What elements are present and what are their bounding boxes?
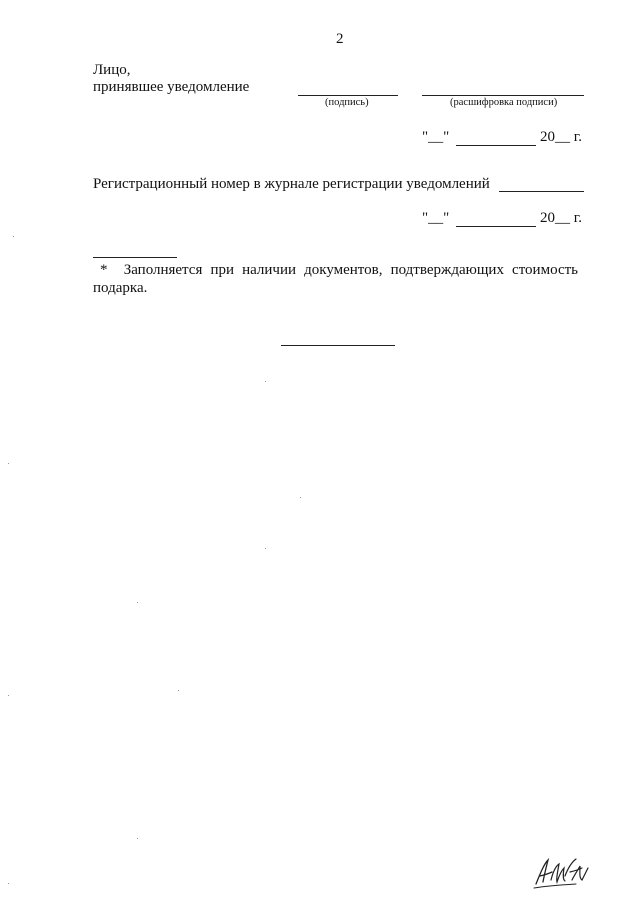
date-month-line-1 — [456, 145, 536, 146]
date-year-blank: __ — [555, 210, 570, 226]
footnote-separator — [93, 257, 177, 258]
footnote-text-line1: Заполняется при наличии документов, подтверждающих стоимость — [123, 262, 578, 278]
date-month-line-2 — [456, 226, 536, 227]
date-year-2 — [540, 210, 582, 227]
scan-speck — [137, 838, 138, 839]
date-year-suffix: г. — [570, 210, 582, 226]
date-quote-open: " — [422, 210, 429, 226]
person-label-line2: принявшее уведомление — [93, 79, 250, 95]
date-quote-close: " — [443, 210, 450, 226]
registration-label: Регистрационный номер в журнале регистрации уведомлений — [93, 176, 490, 192]
scan-speck — [13, 236, 14, 237]
scan-speck — [265, 548, 266, 549]
scan-speck — [137, 602, 138, 603]
registration-number-line — [499, 191, 584, 192]
scan-speck — [8, 695, 9, 696]
date-line-1 — [422, 129, 449, 146]
date-quote-close: " — [443, 129, 450, 145]
signature-line — [298, 95, 398, 96]
footnote-line2: подарка. — [93, 280, 148, 296]
decoding-caption: (расшифровка подписи) — [450, 97, 558, 108]
date-year-prefix: 20 — [540, 210, 555, 226]
footnote-line1 — [100, 262, 578, 279]
date-day-blank: __ — [428, 210, 444, 226]
footnote-marker: * — [100, 262, 108, 278]
page-number: 2 — [336, 31, 344, 47]
person-label-line1: Лицо, — [93, 62, 131, 78]
signature-caption: (подпись) — [325, 97, 369, 108]
signature-decoding-line — [422, 95, 584, 96]
scan-speck — [178, 690, 179, 691]
date-quote-open: " — [422, 129, 429, 145]
scan-speck — [300, 497, 301, 498]
date-year-prefix: 20 — [540, 129, 555, 145]
end-separator — [281, 345, 395, 346]
scan-speck — [265, 381, 266, 382]
date-line-2 — [422, 210, 449, 227]
handwritten-signature-icon — [532, 850, 592, 892]
scan-speck — [8, 883, 9, 884]
scan-speck — [8, 463, 9, 464]
date-day-blank: __ — [428, 129, 444, 145]
date-year-suffix: г. — [570, 129, 582, 145]
date-year-blank: __ — [555, 129, 570, 145]
date-year-1 — [540, 129, 582, 146]
